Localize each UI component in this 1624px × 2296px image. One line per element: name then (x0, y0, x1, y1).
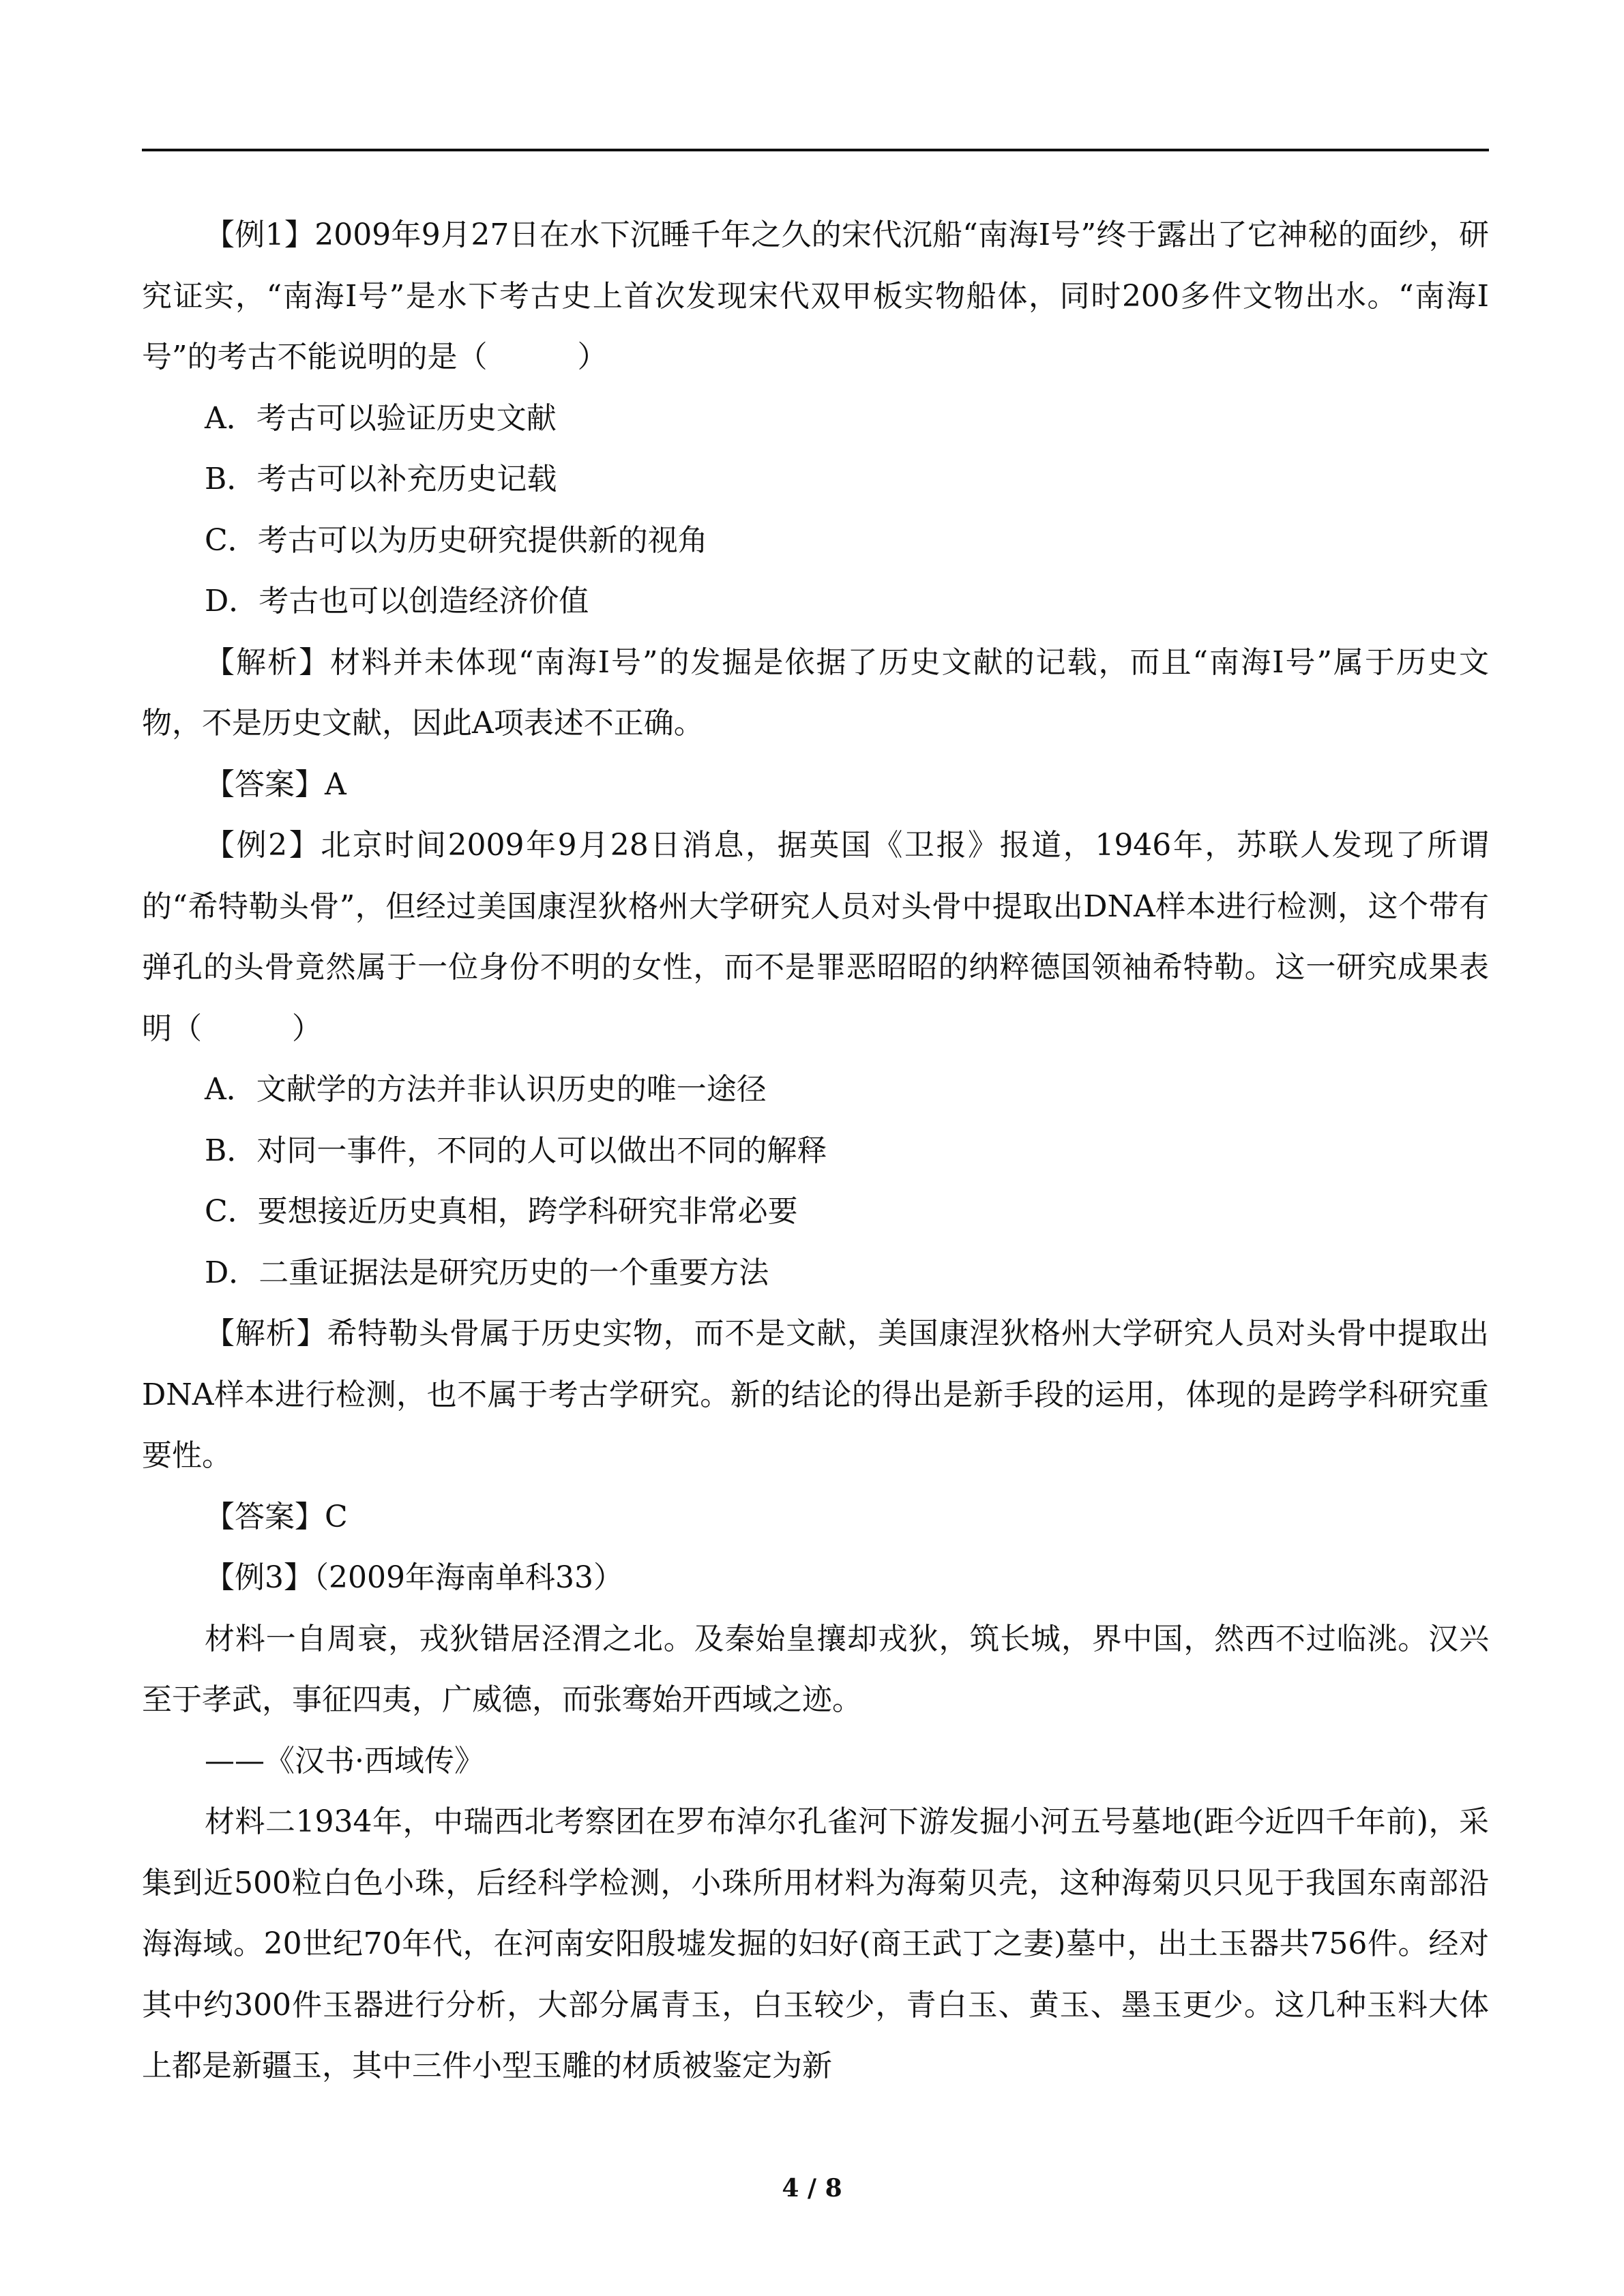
example-2-analysis: 【解析】希特勒头骨属于历史实物，而不是文献，美国康涅狄格州大学研究人员对头骨中提取出DNA样本进行检测，也不属于考古学研究。新的结论的得出是新手段的运用，体现的是跨学科研究重要性。 (142, 1316, 1489, 1473)
example-2-answer: 【答案】C (205, 1499, 348, 1534)
example-1-analysis: 【解析】材料并未体现“南海Ⅰ号”的发掘是依据了历史文献的记载，而且“南海Ⅰ号”属于历史文物，不是历史文献，因此A项表述不正确。 (142, 644, 1489, 741)
example-2-question: 【例2】北京时间2009年9月28日消息，据英国《卫报》报道，1946年，苏联人发现了所谓的“希特勒头骨”，但经过美国康涅狄格州大学研究人员对头骨中提取出DNA样本进行检测，这个带有弹孔的头骨竟然属于一位身份不明的女性，而不是罪恶昭昭的纳粹德国领袖希特勒。这一研究成果表明（ ） (142, 828, 1489, 1046)
example-3-heading: 【例3】（2009年海南单科33） (205, 1560, 623, 1595)
example-1-option-b: B．考古可以补充历史记载 (205, 462, 557, 496)
example-3-material-2: 材料二1934年，中瑞西北考察团在罗布淖尔孔雀河下游发掘小河五号墓地(距今近四千年前)，采集到近500粒白色小珠，后经科学检测，小珠所用材料为海菊贝壳，这种海菊贝只见于我国东南部沿海海域。20世纪70年代，在河南安阳殷墟发掘的妇好(商王武丁之妻)墓中，出土玉器共756件。经对其中约300件玉器进行分析，大部分属青玉，白玉较少，青白玉、黄玉、墨玉更少。这几种玉料大体上都是新疆玉，其中三件小型玉雕的材质被鉴定为新 (142, 1804, 1489, 2083)
example-2-option-b: B．对同一事件，不同的人可以做出不同的解释 (205, 1133, 827, 1168)
example-1-option-d: D．考古也可以创造经济价值 (205, 584, 589, 618)
page-number: 4 / 8 (782, 2174, 842, 2203)
example-1-option-a: A．考古可以验证历史文献 (205, 400, 557, 436)
example-1-option-c: C．考古可以为历史研究提供新的视角 (205, 522, 708, 558)
example-1-question: 【例1】2009年9月27日在水下沉睡千年之久的宋代沉船“南海Ⅰ号”终于露出了它神秘的面纱，研究证实，“南海Ⅰ号”是水下考古史上首次发现宋代双甲板实物船体，同时200多件文物出水。“南海Ⅰ号”的考古不能说明的是（ ） (142, 218, 1489, 374)
document-body (142, 205, 1489, 2097)
example-1-answer: 【答案】A (205, 766, 346, 802)
example-3-material-1-source: ——《汉书·西域传》 (205, 1743, 484, 1778)
example-2-option-d: D．二重证据法是研究历史的一个重要方法 (205, 1255, 769, 1290)
example-2-option-a: A．文献学的方法并非认识历史的唯一途径 (205, 1072, 767, 1107)
example-3-material-1: 材料一自周衰，戎狄错居泾渭之北。及秦始皇攘却戎狄，筑长城，界中国，然西不过临洮。汉兴至于孝武，事征四夷，广威德，而张骞始开西域之迹。 (142, 1621, 1489, 1717)
header-rule (142, 149, 1489, 151)
example-2-option-c: C．要想接近历史真相，跨学科研究非常必要 (205, 1194, 798, 1229)
